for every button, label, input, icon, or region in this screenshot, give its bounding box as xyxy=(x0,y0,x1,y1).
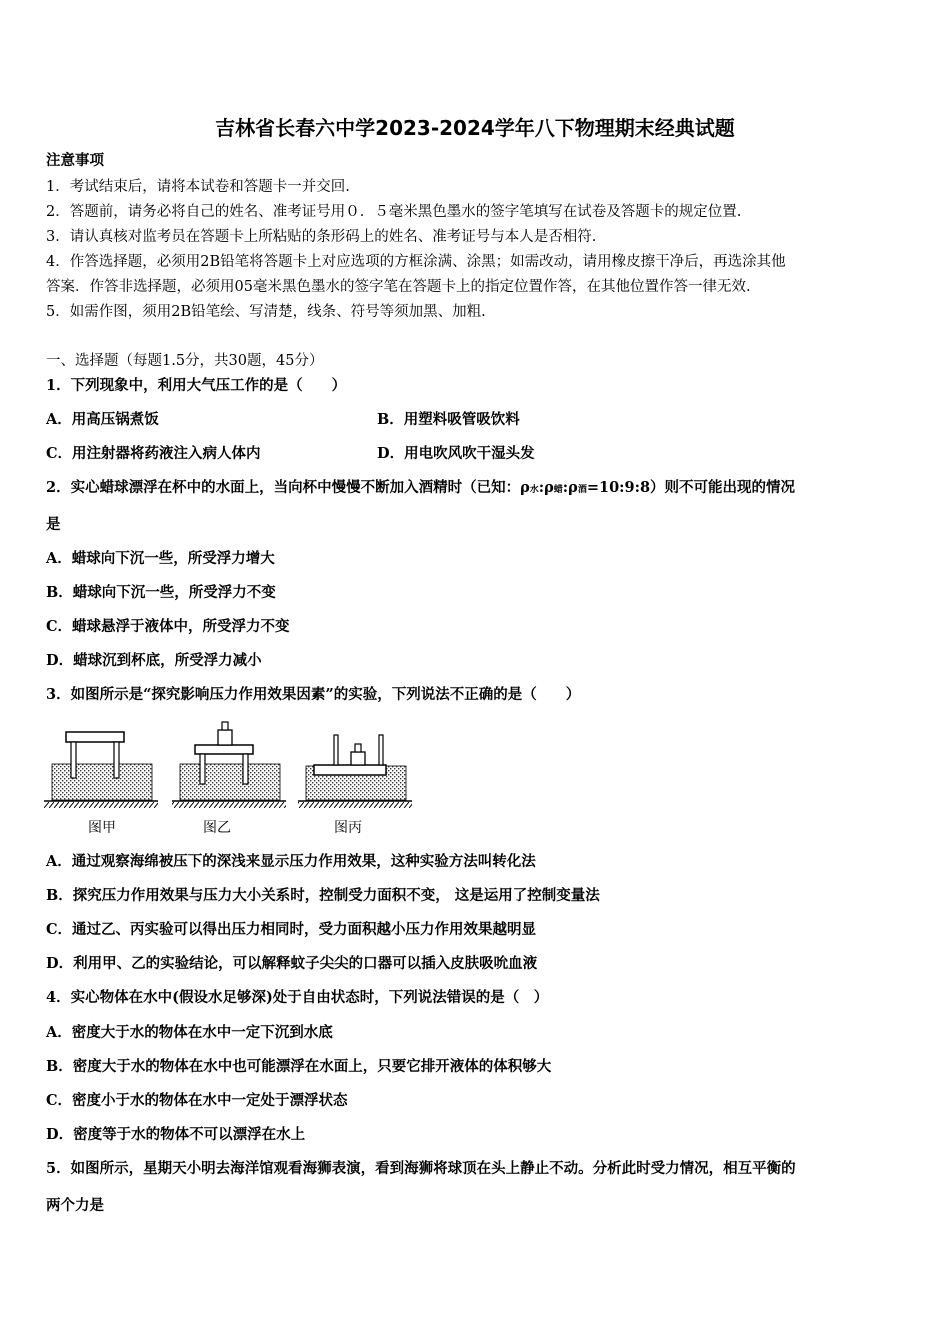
sponge xyxy=(180,764,280,800)
q3-option-d: D．利用甲、乙的实验结论，可以解释蚊子尖尖的口器可以插入皮肤吸吮血液 xyxy=(46,955,538,972)
q4-option-d: D．密度等于水的物体不可以漂浮在水上 xyxy=(46,1126,306,1143)
q5-stem: 5．如图所示，星期天小明去海洋馆观看海狮表演，看到海狮将球顶在头上静止不动。分析此时受力情况，相互平衡的 xyxy=(46,1160,796,1177)
figure-yi xyxy=(172,722,286,808)
q3-option-a: A．通过观察海绵被压下的深浅来显示压力作用效果，这种实验方法叫转化法 xyxy=(46,853,536,870)
notice-item: 4．作答选择题，必须用2B铅笔将答题卡上对应选项的方框涂满、涂黑；如需改动，请用橡皮擦干净后，再选涂其他 xyxy=(46,254,786,270)
q1-option-c: C．用注射器将药液注入病人体内 xyxy=(46,445,261,462)
section-heading: 一、选择题（每题1.5分，共30题，45分） xyxy=(46,353,324,369)
table-leg xyxy=(334,735,338,765)
q4-option-a: A．密度大于水的物体在水中一定下沉到水底 xyxy=(46,1024,333,1041)
q2-stem-post: 则不可能出现的情况 xyxy=(664,479,796,496)
q2-stem-cont: 是 xyxy=(46,516,61,533)
figure-caption: 图甲 xyxy=(88,820,116,836)
q3-option-b: B．探究压力作用效果与压力大小关系时，控制受力面积不变， 这是运用了控制变量法 xyxy=(46,887,600,904)
table-leg xyxy=(243,754,248,784)
table-leg xyxy=(200,754,205,784)
table-top xyxy=(195,745,253,754)
rho-symbol: ρ xyxy=(544,479,554,496)
rho-sub-wax: 蜡 xyxy=(553,485,563,495)
q2-option-b: B．蜡球向下沉一些，所受浮力不变 xyxy=(46,584,276,601)
rho-symbol: ρ xyxy=(520,479,530,496)
table-top xyxy=(66,732,124,742)
q2-stem-pre: 2．实心蜡球漂浮在杯中的水面上，当向杯中慢慢不断加入酒精时（已知： xyxy=(46,479,521,496)
notice-item: 3．请认真核对监考员在答题卡上所粘贴的条形码上的姓名、准考证号与本人是否相符. xyxy=(46,229,597,245)
table-leg xyxy=(379,735,383,765)
notice-item: 答案．作答非选择题，必须用05毫米黑色墨水的签字笔在答题卡上的指定位置作答，在其他位置作答一律无效. xyxy=(46,279,751,295)
rho-symbol: ρ xyxy=(568,479,578,496)
q2-stem xyxy=(46,479,795,499)
figure-bing xyxy=(298,735,412,808)
notice-item: 1．考试结束后，请将本试卷和答题卡一并交回. xyxy=(46,179,350,195)
weight-block xyxy=(218,730,232,745)
ground-hatch xyxy=(298,802,412,808)
notice-item: 5．如需作图，须用2B铅笔绘、写清楚，线条、符号等须加黑、加粗. xyxy=(46,304,486,320)
q1-option-d: D．用电吹风吹干湿头发 xyxy=(377,445,535,462)
q1-option-b: B．用塑料吸管吸饮料 xyxy=(377,411,520,428)
figure-jia xyxy=(44,732,158,808)
table-leg xyxy=(71,742,76,778)
q1-option-a: A．用高压锅煮饭 xyxy=(46,411,159,428)
ground-hatch xyxy=(44,802,158,808)
figure-caption: 图丙 xyxy=(334,820,362,836)
figure-caption: 图乙 xyxy=(203,820,231,836)
q4-option-b: B．密度大于水的物体在水中也可能漂浮在水面上，只要它排开液体的体积够大 xyxy=(46,1058,552,1075)
ground-hatch xyxy=(172,802,286,808)
ratio-separator: : xyxy=(562,479,569,496)
q2-option-d: D．蜡球沉到杯底，所受浮力减小 xyxy=(46,652,262,669)
pressure-experiment-figure xyxy=(44,718,414,840)
sponge xyxy=(52,764,152,800)
notice-item: 2．答题前，请务必将自己的姓名、准考证号用０．５毫米黑色墨水的签字笔填写在试卷及答题卡的规定位置. xyxy=(46,204,742,220)
q2-option-c: C．蜡球悬浮于液体中，所受浮力不变 xyxy=(46,618,290,635)
weight-hook xyxy=(355,744,361,752)
q3-option-c: C．通过乙、丙实验可以得出压力相同时，受力面积越小压力作用效果越明显 xyxy=(46,921,537,938)
page-title: 吉林省长春六中学2023-2024学年八下物理期末经典试题 xyxy=(215,116,735,140)
ratio-separator: : xyxy=(538,479,545,496)
notice-heading: 注意事项 xyxy=(46,152,104,169)
weight-block xyxy=(351,752,365,765)
q3-stem: 3．如图所示是“探究影响压力作用效果因素”的实验，下列说法不正确的是（ ） xyxy=(46,686,581,703)
rho-sub-alcohol: 酒 xyxy=(577,485,587,495)
q4-option-c: C．密度小于水的物体在水中一定处于漂浮状态 xyxy=(46,1092,348,1109)
table-top xyxy=(314,765,386,775)
q1-stem: 1．下列现象中，利用大气压工作的是（ ） xyxy=(46,377,347,394)
q5-stem-cont: 两个力是 xyxy=(46,1197,104,1214)
table-leg xyxy=(114,742,119,778)
weight-hook xyxy=(222,722,228,730)
q2-option-a: A．蜡球向下沉一些，所受浮力增大 xyxy=(46,550,275,567)
rho-sub-water: 水 xyxy=(529,485,539,495)
q4-stem: 4．实心物体在水中(假设水足够深)处于自由状态时，下列说法错误的是（ ） xyxy=(46,989,549,1006)
density-ratio: =10:9:8） xyxy=(586,479,665,496)
